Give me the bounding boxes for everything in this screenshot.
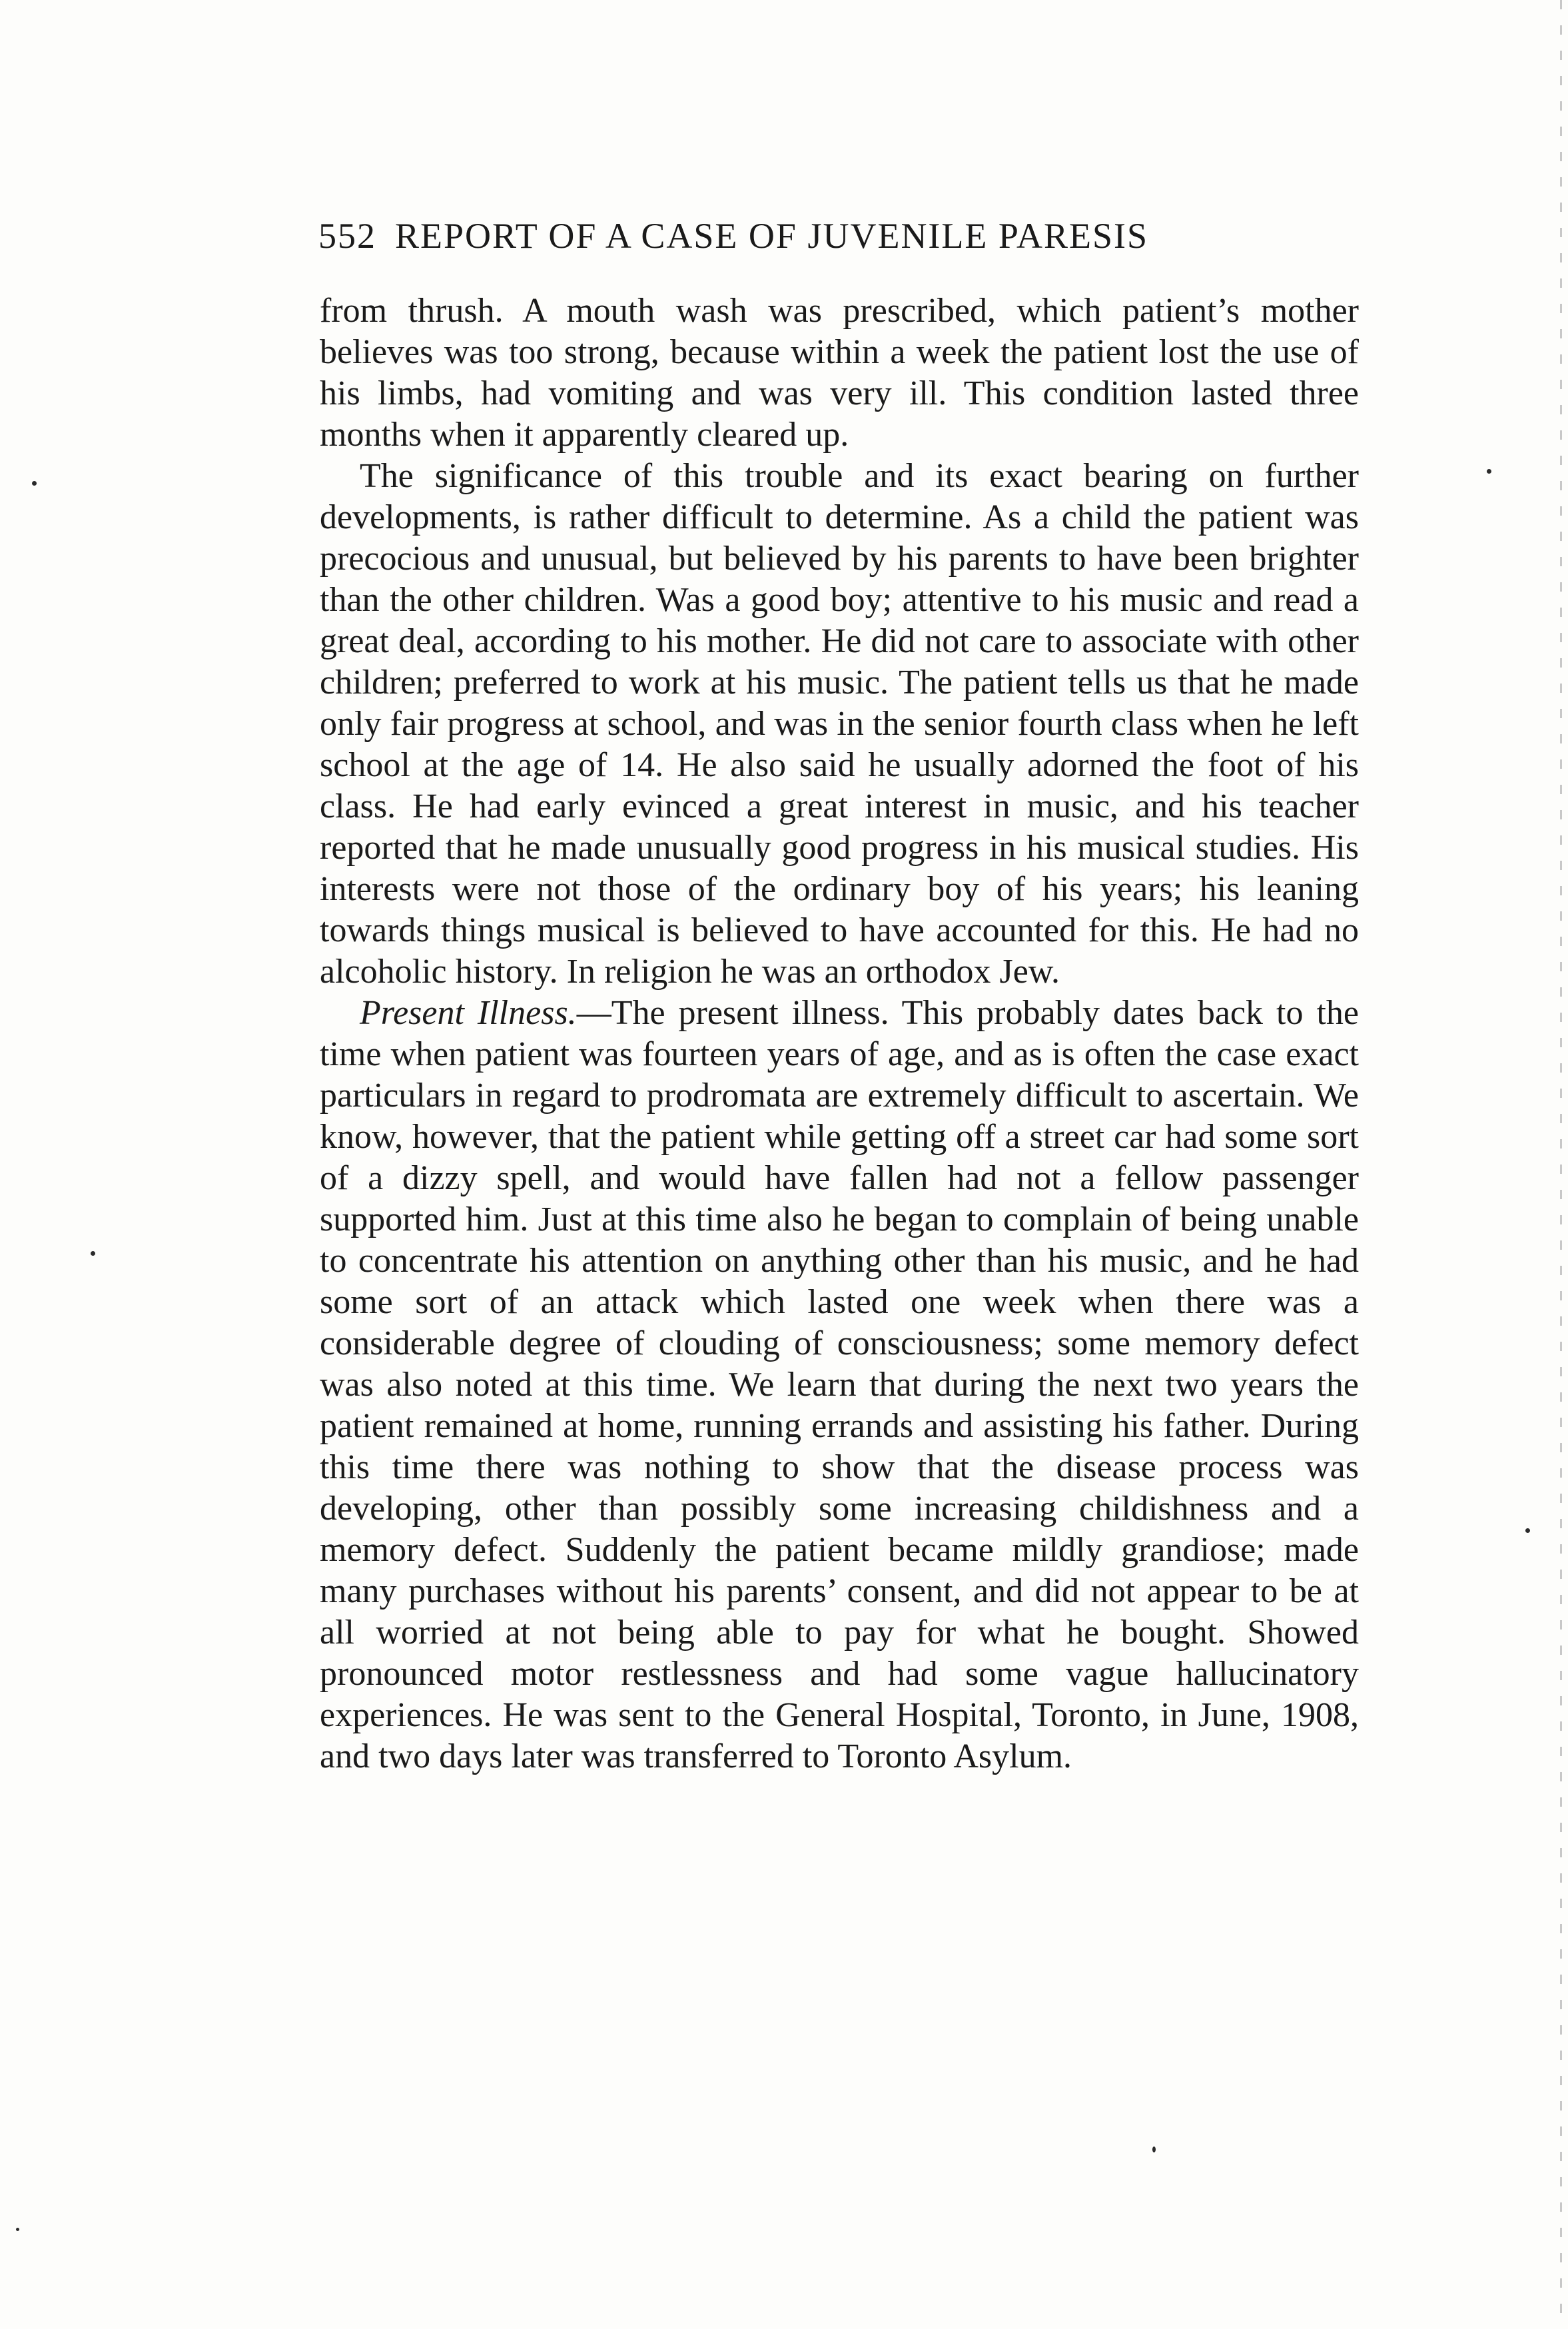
margin-speck — [1487, 469, 1491, 474]
paragraph-text: —The present illness. This probably dates back to the time when patient was fourteen years of age, and as is often the case exact particulars in regard to prodromata are extremely difficult to ascertain. We know, however, that the patient while getting off a street car had some sort of a dizzy spell, and would have fallen had not a fellow passenger supported him. Just at this time also he began to complain of being unable to concentrate his attention on anything other than his music, and he had some sort of an attack which lasted one week when there was a considerable degree of clouding of consciousness; some memory defect was also noted at this time. We learn that during the next two years the patient remained at home, running errands and assisting his father. During this time there was nothing to show that the disease process was developing, other than possibly some increasing childishness and a memory defect. Suddenly the patient became mildly grandiose; made many purchases without his parents’ consent, and did not appear to be at all worried at not being able to pay for what he bought. Showed pronounced motor restlessness and had some vague hallucinatory experiences. He was sent to the General Hospital, Toronto, in June, 1908, and two days later was transferred to Toronto Asylum. — [320, 994, 1359, 1775]
paragraph: from thrush. A mouth wash was prescribed, which patient’s mother believes was too strong, because within a week the patient lost the use of his limbs, had vomiting and was very ill. This condition lasted three months when it apparently cleared up. — [320, 292, 1359, 454]
page-number: 552 — [318, 216, 376, 256]
section-heading: Present Illness. — [360, 994, 577, 1032]
margin-speck — [91, 1251, 95, 1256]
paragraph — [320, 993, 1359, 1777]
margin-speck — [16, 2228, 19, 2231]
margin-speck — [32, 481, 37, 486]
running-title: REPORT OF A CASE OF JUVENILE PARESIS — [395, 216, 1149, 256]
margin-speck — [1525, 1528, 1530, 1533]
body-text — [320, 290, 1359, 1777]
margin-speck — [1152, 2146, 1156, 2152]
page-edge-shadow — [1560, 0, 1562, 2329]
running-header — [318, 215, 1358, 257]
paragraph: The significance of this trouble and its exact bearing on further developments, is rather difficult to determine. As a child the patient was precocious and unusual, but believed by his parents to have been brighter than the other children. Was a good boy; attentive to his music and read a great deal, according to his mother. He did not care to associate with other children; preferred to work at his music. The patient tells us that he made only fair progress at school, and was in the senior fourth class when he left school at the age of 14. He also said he usually adorned the foot of his class. He had early evinced a great interest in music, and his teacher reported that he made unusually good progress in his musical studies. His interests were not those of the ordinary boy of his years; his leaning towards things musical is believed to have accounted for this. He had no alcoholic history. In religion he was an orthodox Jew. — [320, 457, 1359, 991]
